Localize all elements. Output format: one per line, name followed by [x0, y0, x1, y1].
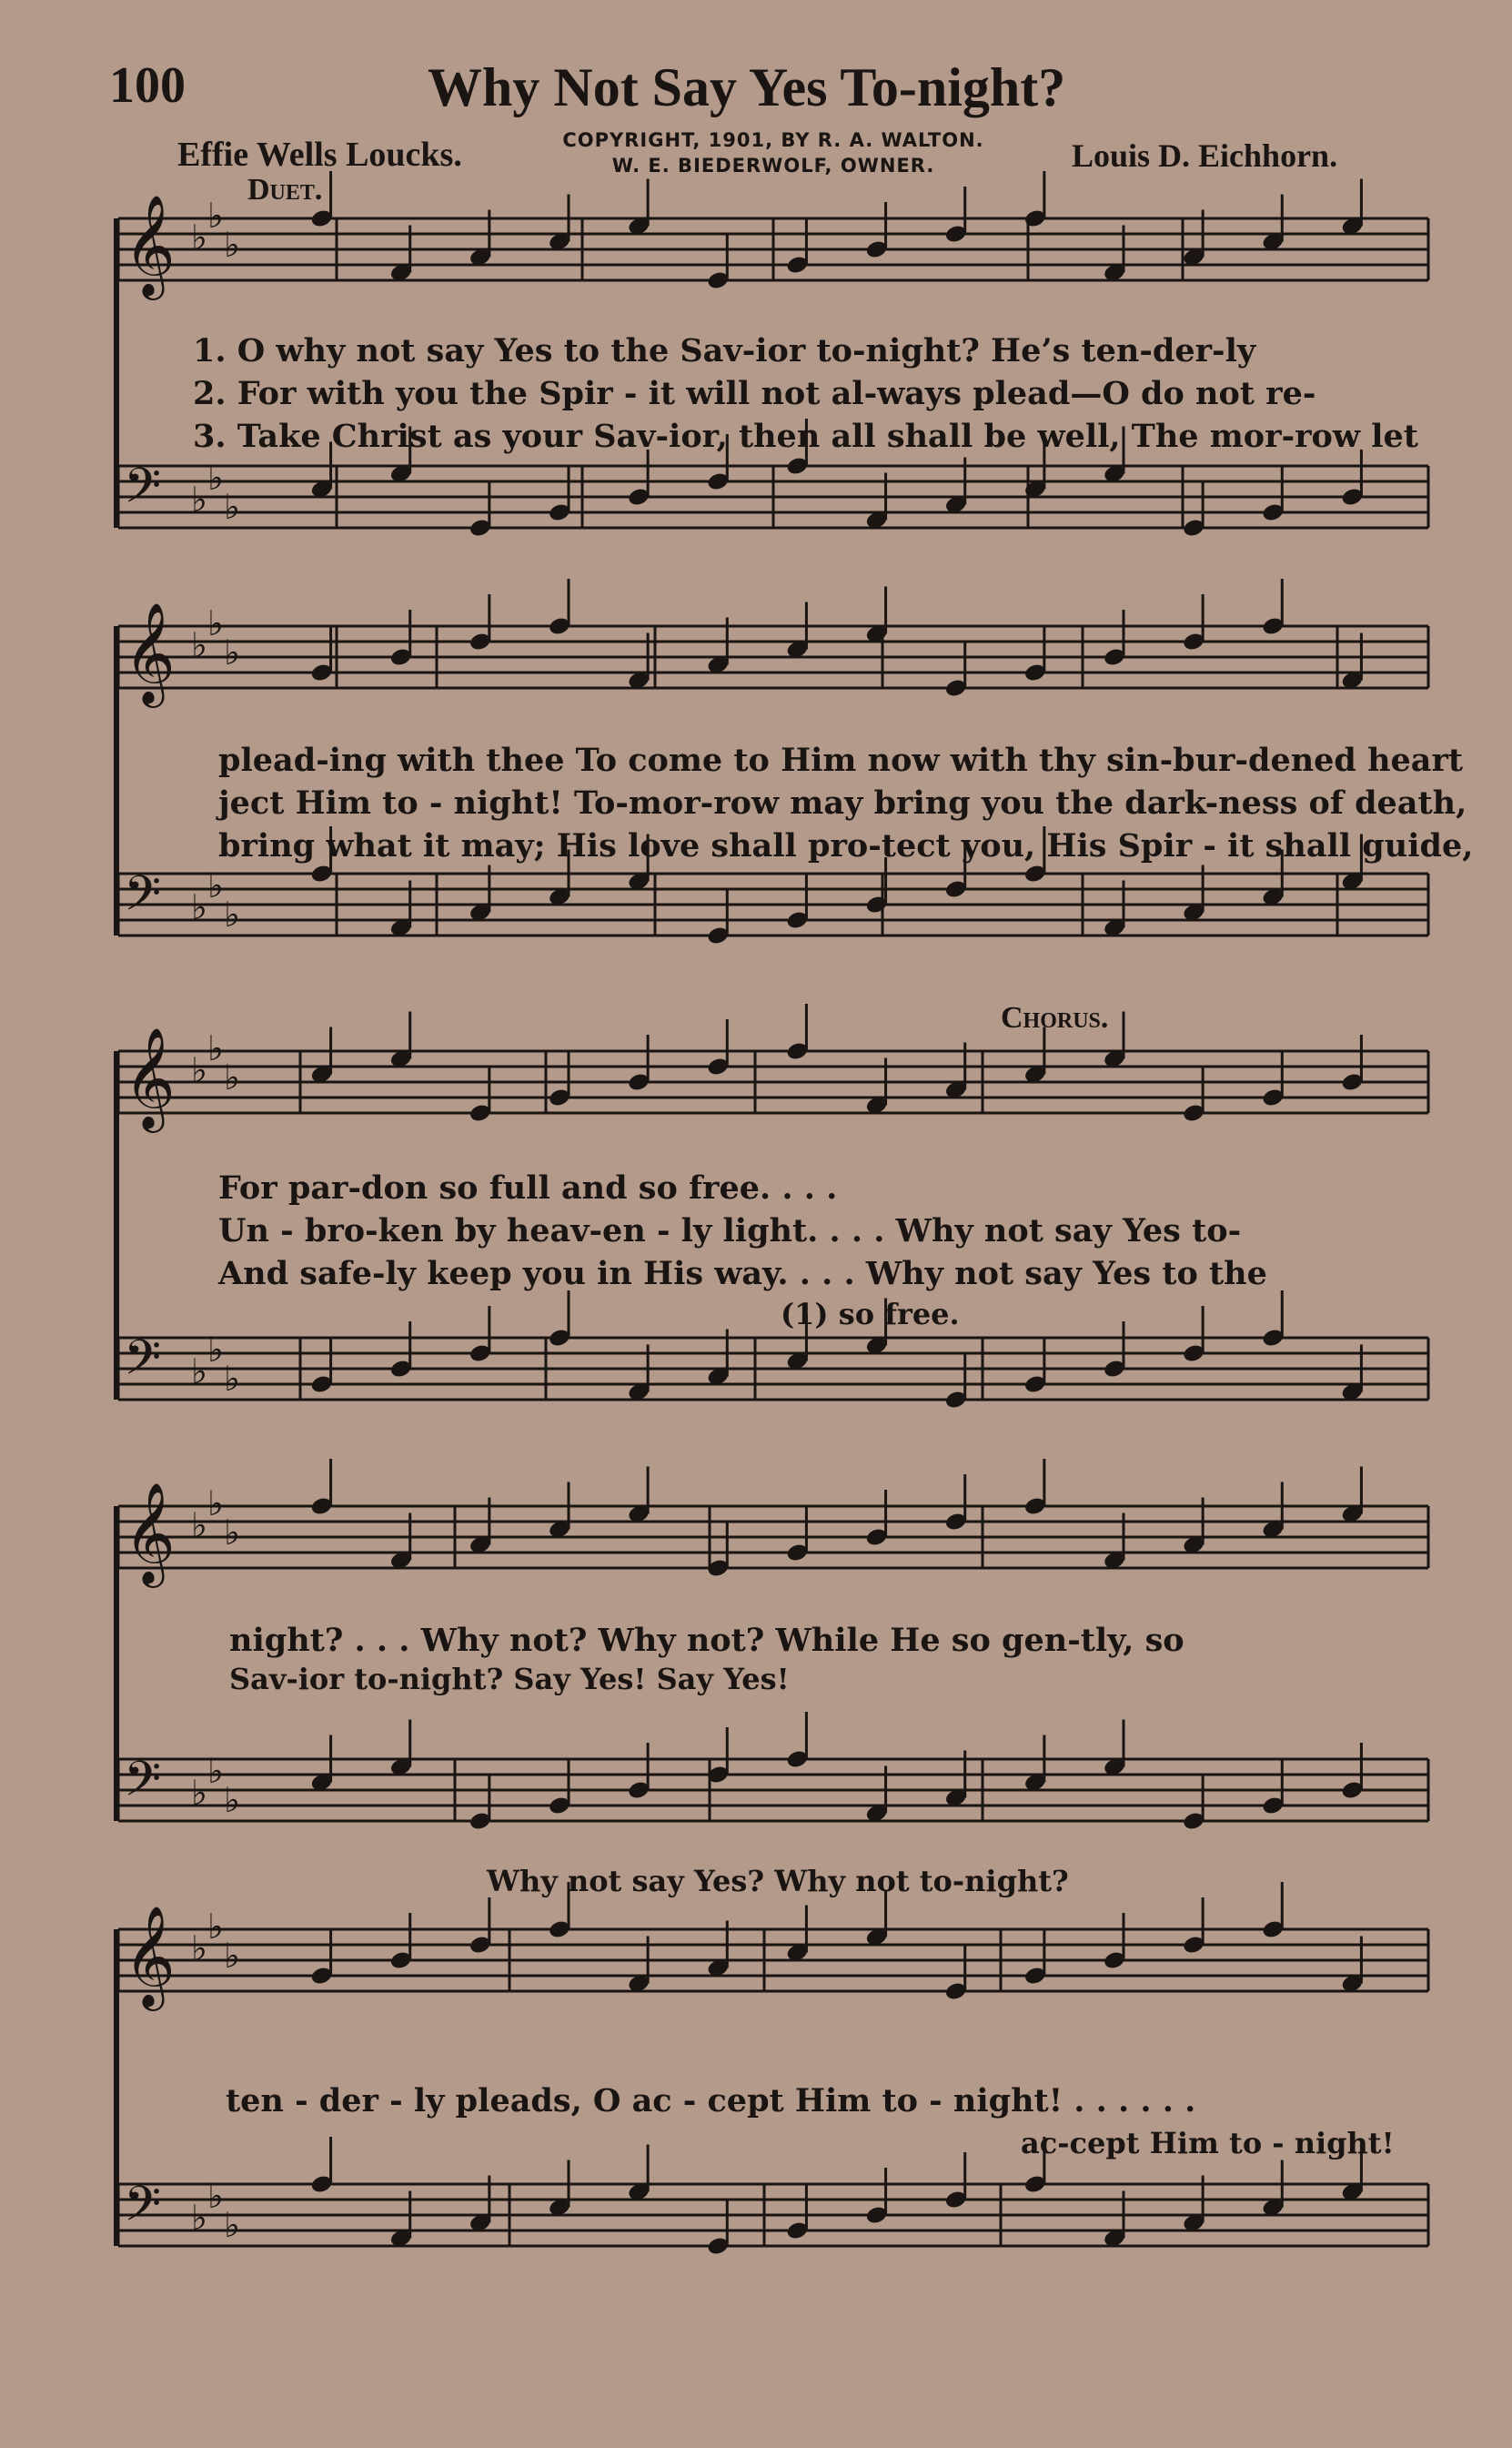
- composer: Louis D. Eichhorn.: [1072, 137, 1338, 174]
- lyric-s1-verse2: 2. For with you the Spir - it will not al-ways plead—O do not re-: [193, 375, 1316, 412]
- treble-clef-icon: 𝄞: [124, 1027, 176, 1128]
- flat-icon: ♭: [191, 887, 207, 927]
- flat-icon: ♭: [224, 1359, 240, 1399]
- copyright-line-1: COPYRIGHT, 1901, BY R. A. WALTON.: [562, 129, 984, 151]
- flat-icon: ♭: [207, 1330, 224, 1370]
- copyright-line-2: W. E. BIEDERWOLF, OWNER.: [611, 155, 935, 177]
- flat-icon: ♭: [207, 1907, 224, 1947]
- lyric-s3-verse3: And safe-ly keep you in His way. . . . Why not say Yes to the: [218, 1255, 1267, 1292]
- lyric-s4-line1: night? . . . Why not? Why not? While He so gen-tly, so: [229, 1622, 1184, 1659]
- flat-icon: ♭: [224, 1780, 240, 1820]
- bass-clef-icon: 𝄢: [124, 1330, 162, 1398]
- flat-icon: ♭: [207, 196, 224, 236]
- hymn-number: 100: [109, 57, 186, 114]
- flat-icon: ♭: [224, 1512, 240, 1553]
- lyricist: Effie Wells Loucks.: [177, 136, 462, 174]
- lyric-s1-verse1: 1. O why not say Yes to the Sav-ior to-night? He’s ten-der-ly: [193, 332, 1256, 369]
- flat-icon: ♭: [224, 1936, 240, 1976]
- duet-label: Duet.: [247, 173, 323, 207]
- flat-icon: ♭: [191, 625, 207, 665]
- bass-clef-icon: 𝄢: [124, 866, 162, 934]
- bass-clef-icon: 𝄢: [124, 459, 162, 526]
- flat-icon: ♭: [207, 458, 224, 498]
- lyric-s2-verse1: plead-ing with thee To come to Him now with thy sin-bur-dened heart: [218, 742, 1464, 779]
- lyric-s1-verse3: 3. Take Christ as your Sav-ior, then all shall be well, The mor-row let: [193, 418, 1418, 455]
- lyric-s3-verse2: Un - bro-ken by heav-en - ly light. . . . Why not say Yes to-: [218, 1212, 1242, 1249]
- lyric-s3-verse1: For par-don so full and so free. . . .: [218, 1169, 838, 1207]
- lyric-s2-verse3: bring what it may; His love shall pro-tect you, His Spir - it shall guide,: [218, 827, 1474, 865]
- flat-icon: ♭: [224, 487, 240, 527]
- lyric-s5-line1: ten - der - ly pleads, O ac - cept Him to - night! . . . . . .: [226, 2082, 1196, 2119]
- flat-icon: ♭: [224, 2205, 240, 2245]
- bass-clef-icon: 𝄢: [124, 1752, 162, 1819]
- flat-icon: ♭: [224, 225, 240, 265]
- flat-icon: ♭: [207, 1028, 224, 1068]
- flat-icon: ♭: [207, 865, 224, 905]
- flat-icon: ♭: [224, 1057, 240, 1098]
- flat-icon: ♭: [191, 1050, 207, 1090]
- treble-clef-icon: 𝄞: [124, 194, 176, 296]
- flat-icon: ♭: [191, 217, 207, 258]
- flat-icon: ♭: [224, 895, 240, 935]
- lyric-s4-bass: Why not say Yes? Why not to-night?: [487, 1864, 1069, 1898]
- chorus-label: Chorus.: [1001, 1001, 1109, 1035]
- lyric-s4-line2: Sav-ior to-night? Say Yes! Say Yes!: [229, 1662, 790, 1696]
- flat-icon: ♭: [191, 1505, 207, 1545]
- flat-icon: ♭: [191, 1773, 207, 1813]
- treble-clef-icon: 𝄞: [124, 1482, 176, 1583]
- hymn-title: Why Not Say Yes To-night?: [428, 57, 1066, 117]
- flat-icon: ♭: [207, 1483, 224, 1523]
- flat-icon: ♭: [207, 603, 224, 643]
- bass-clef-icon: 𝄢: [124, 2177, 162, 2244]
- flat-icon: ♭: [191, 2198, 207, 2238]
- flat-icon: ♭: [191, 1928, 207, 1968]
- flat-icon: ♭: [207, 2176, 224, 2216]
- flat-icon: ♭: [224, 632, 240, 673]
- lyric-s2-verse2: ject Him to - night! To-mor-row may bring you the dark-ness of death,: [218, 784, 1467, 822]
- flat-icon: ♭: [191, 480, 207, 520]
- treble-clef-icon: 𝄞: [124, 1905, 176, 2007]
- flat-icon: ♭: [207, 1751, 224, 1791]
- lyric-s5-alt: ac-cept Him to - night!: [1021, 2126, 1395, 2160]
- treble-clef-icon: 𝄞: [124, 602, 176, 703]
- lyric-s3-alt: (1) so free.: [781, 1297, 960, 1331]
- flat-icon: ♭: [191, 1351, 207, 1391]
